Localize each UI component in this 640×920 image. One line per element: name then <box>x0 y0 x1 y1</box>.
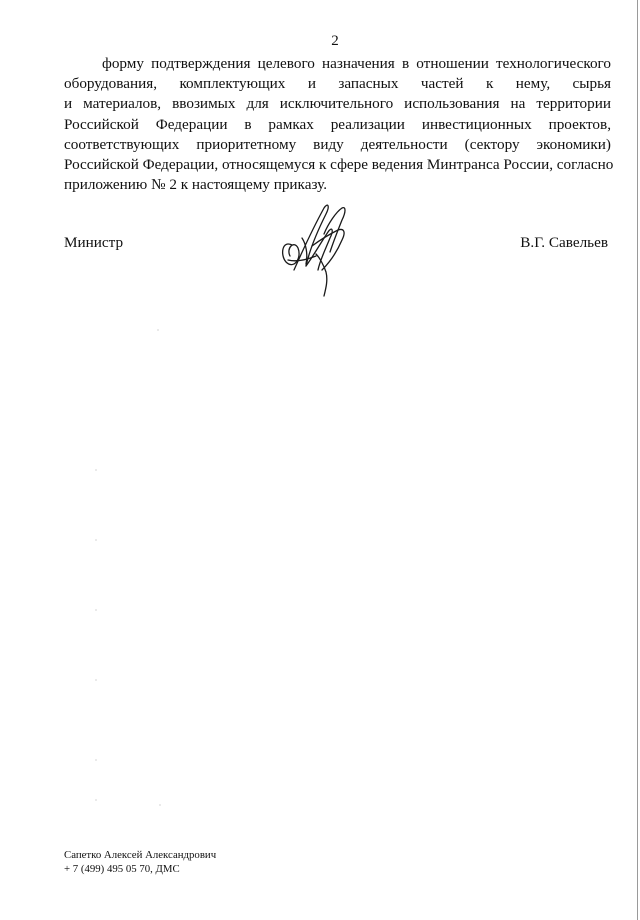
paragraph-line: Российской Федерации, относящемуся к сфере ведения Минтранса России, согласно <box>64 156 614 174</box>
page-number: 2 <box>331 33 339 49</box>
executor-phone: + 7 (499) 495 05 70, ДМС <box>64 862 180 875</box>
paragraph-line: приложению № 2 к настоящему приказу. <box>64 176 327 194</box>
executor-name: Сапетко Алексей Александрович <box>64 849 217 861</box>
executor-info <box>64 849 216 876</box>
handwritten-signature <box>272 200 362 300</box>
paragraph-line: и материалов, ввозимых для исключительного использования на территории <box>64 95 611 113</box>
signatory-name: В.Г. Савельев <box>520 234 608 251</box>
scan-edge <box>637 0 638 920</box>
paragraph-line: Российской Федерации в рамках реализации инвестиционных проектов, <box>64 115 611 133</box>
signatory-title: Министр <box>64 234 124 251</box>
paragraph-line: форму подтверждения целевого назначения в отношении технологического <box>102 55 611 72</box>
body-paragraph <box>64 54 614 195</box>
paragraph-line: соответствующих приоритетному виду деятельности (сектору экономики) <box>64 135 611 153</box>
paragraph-line: оборудования, комплектующих и запасных частей к нему, сырья <box>64 75 611 93</box>
